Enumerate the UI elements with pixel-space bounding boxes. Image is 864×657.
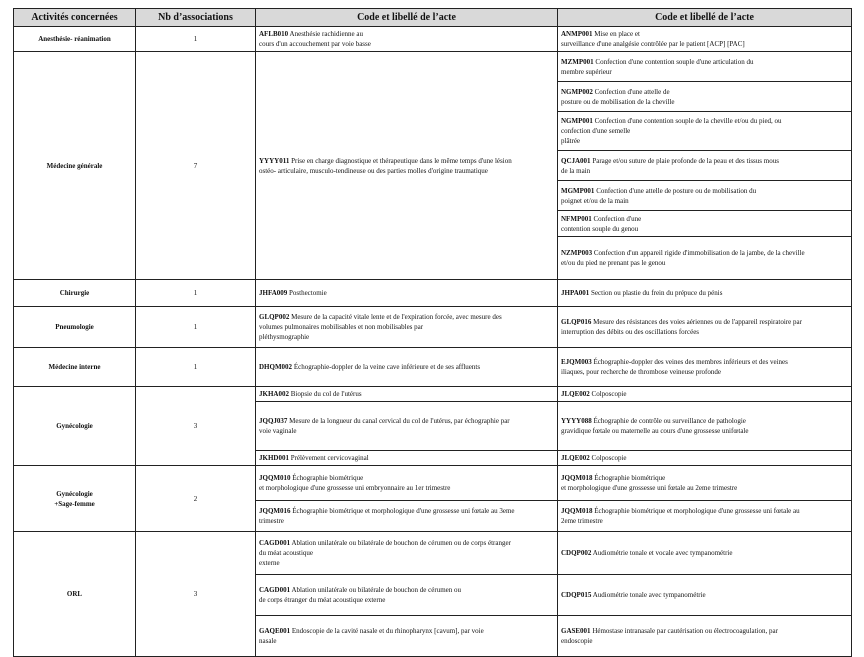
act-code: JQQM018 [561,507,593,515]
act-label: Parage et/ou suture de plaie profonde de la peau et des tissus mous de la main [561,156,779,175]
act-cell-left [256,575,558,616]
act-code: JLQE002 [561,390,590,398]
activity-cell: Chirurgie [14,280,136,307]
act-code: JLQE002 [561,454,590,462]
activity-cell: Gynécologie [14,387,136,466]
act-cell-right [558,402,852,451]
header-code-right: Code et libellé de l’acte [558,9,852,27]
activity-cell: Gynécologie +Sage-femme [14,466,136,532]
act-code: ANMP001 [561,30,593,38]
act-code: JQQM010 [259,474,291,482]
act-cell-right [558,501,852,532]
act-code: YYYY088 [561,417,592,425]
nb-associations-cell: 1 [136,307,256,348]
act-code: MZMP001 [561,57,594,66]
acts-table [13,8,852,657]
act-code: JHFA009 [259,289,288,297]
act-code: AFLB010 [259,30,289,38]
table-row [14,387,852,402]
act-code: DHQM002 [259,363,293,371]
act-code: CDQP015 [561,591,592,599]
act-cell-left [256,280,558,307]
act-code: CAGD001 [259,539,291,547]
act-label: Biopsie du col de l'utérus [290,390,362,398]
act-label: Anesthésie rachidienne au cours d'un accouchement par voie basse [259,30,371,48]
act-label: Échographie de contrôle ou surveillance de pathologie gravidique fœtale ou maternelle au cours d'une grossesse unifœtale [561,417,749,435]
act-label: Audiométrie tonale et vocale avec tympanométrie [592,549,733,557]
act-label: Section ou plastie du frein du prépuce du pénis [591,289,723,297]
activity-cell: Pneumologie [14,307,136,348]
activity-cell: Anesthésie- réanimation [14,27,136,52]
act-cell-left [256,616,558,657]
nb-associations-cell: 7 [136,52,256,280]
nb-associations-cell: 1 [136,27,256,52]
act-label: Échographie biométrique et morphologique d'une grossesse uni embryonnaire au 1er trimestre [259,474,451,492]
act-code: EJQM003 [561,358,592,366]
table-row [14,280,852,307]
act-code: JHPA001 [561,289,590,297]
nb-associations-cell: 1 [136,348,256,387]
table-row [14,348,852,387]
act-label: Confection d'un appareil rigide d'immobilisation de la jambe, de la cheville et/ou du pied ne prenant pas le genou [561,249,805,267]
act-label: Mesure de la capacité vitale lente et de l'expiration forcée, avec mesure des volumes pulmonaires mobilisables et non mobilisables par pléthysmographie [259,313,502,341]
act-cell-right [558,237,852,280]
act-cell-right [558,181,852,211]
act-label: Confection d'une contention souple d'une articulation du membre supérieur [561,57,754,76]
act-label: Endoscopie de la cavité nasale et du rhinopharynx [cavum], par voie nasale [259,627,484,645]
act-code: NZMP003 [561,249,593,257]
act-cell-right [558,387,852,402]
header-row [14,9,852,27]
act-label: Mesure des résistances des voies aériennes ou de l'appareil respiratoire par interruption des débits ou des oscillations forcées [561,318,802,336]
act-cell-left [256,501,558,532]
act-label: Échographie biométrique et morphologique d'une grossesse uni fœtale au 2eme trimestre [561,474,738,492]
act-code: JKHD001 [259,454,289,462]
act-label: Prélèvement cervicovaginal [290,454,369,462]
act-code: MGMP001 [561,186,595,195]
act-cell-left [256,402,558,451]
act-cell-left [256,27,558,52]
act-label: Hémostase intranasale par cautérisation ou électrocoagulation, par endoscopie [561,627,778,645]
act-cell-left [256,307,558,348]
activity-cell: Médecine générale [14,52,136,280]
act-code: CDQP002 [561,549,592,557]
act-label: Posthectomie [289,289,327,297]
act-cell-right [558,466,852,501]
table-row [14,466,852,501]
act-label: Mesure de la longueur du canal cervical du col de l'utérus, par échographie par voie vaginale [259,417,510,435]
act-label: Échographie biométrique et morphologique d'une grossesse uni fœtale au 2eme trimestre [561,507,800,525]
act-cell-right [558,82,852,112]
act-cell-left [256,451,558,466]
act-label: Prise en charge diagnostique et thérapeutique dans le même temps d'une lésion ostéo- articulaire, musculo-tendineuse ou des parties molles d'origine traumatique [259,156,512,175]
act-cell-right [558,280,852,307]
activity-cell: Médecine interne [14,348,136,387]
act-label: Échographie biométrique et morphologique d'une grossesse uni fœtale au 3eme trimestre [259,507,515,525]
nb-associations-cell: 3 [136,532,256,657]
act-code: CAGD001 [259,586,291,594]
act-label: Confection d'une contention souple de la cheville et/ou du pied, ou confection d'une semelle plâtrée [561,117,782,145]
nb-associations-cell: 3 [136,387,256,466]
act-label: Échographie-doppler de la veine cave inférieure et de ses affluents [293,363,481,371]
header-code-left: Code et libellé de l’acte [256,9,558,27]
act-cell-right [558,616,852,657]
act-code: JQQJ037 [259,417,288,425]
table-body [14,27,852,657]
act-code: GLQP002 [259,313,290,321]
act-label: Ablation unilatérale ou bilatérale de bouchon de cérumen ou de corps étranger du méat acoustique externe [259,586,461,604]
act-cell-left [256,52,558,280]
act-cell-right [558,348,852,387]
header-activities: Activités concernées [14,9,136,27]
act-cell-right [558,151,852,181]
act-cell-right [558,307,852,348]
act-label: Mise en place et surveillance d'une analgésie contrôlée par le patient [ACP] [PAC] [561,30,745,48]
act-code: JQQM016 [259,507,291,515]
table-row [14,52,852,82]
act-code: YYYY011 [259,156,290,165]
act-cell-right [558,211,852,237]
act-label: Audiométrie tonale avec tympanométrie [592,591,706,599]
act-code: JKHA002 [259,390,289,398]
act-code: GASE001 [561,627,591,635]
activity-cell: ORL [14,532,136,657]
act-label: Confection d'une attelle de posture ou de mobilisation de la cheville [561,87,675,106]
nb-associations-cell: 2 [136,466,256,532]
act-cell-right [558,532,852,575]
table-row [14,27,852,52]
act-cell-left [256,466,558,501]
table-row [14,532,852,575]
act-cell-right [558,575,852,616]
table-row [14,307,852,348]
act-code: GLQP016 [561,318,592,326]
act-label: Confection d'une contention souple du genou [561,214,642,233]
act-label: Échographie-doppler des veines des membres inférieurs et des veines iliaques, pour recherche de thrombose veineuse profonde [561,358,788,376]
nb-associations-cell: 1 [136,280,256,307]
act-code: NGMP001 [561,117,593,125]
act-code: GAQE001 [259,627,291,635]
act-cell-left [256,532,558,575]
act-label: Confection d'une attelle de posture ou de mobilisation du poignet et/ou de la main [561,186,757,205]
header-nb-associations: Nb d’associations [136,9,256,27]
act-code: JQQM018 [561,474,593,482]
act-label: Ablation unilatérale ou bilatérale de bouchon de cérumen ou de corps étranger du méat acoustique externe [259,539,511,567]
act-cell-right [558,52,852,82]
act-label: Colposcopie [591,454,627,462]
act-code: QCJA001 [561,156,591,165]
act-code: NGMP002 [561,87,593,96]
act-cell-left [256,387,558,402]
act-cell-right [558,112,852,151]
act-code: NFMP001 [561,214,592,223]
act-cell-right [558,451,852,466]
act-label: Colposcopie [591,390,627,398]
act-cell-right [558,27,852,52]
act-cell-left [256,348,558,387]
